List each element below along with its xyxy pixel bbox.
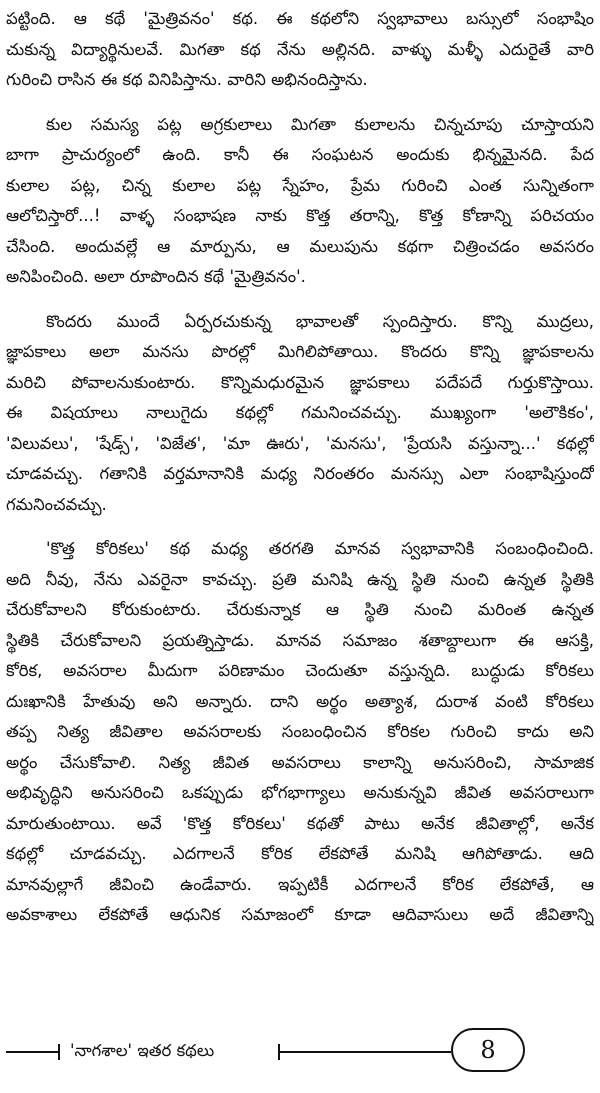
text-line: కుల సమస్య పట్ల అగ్రకులాలు మిగతా కులాలను చిన్నచూపు చూస్తాయని: [46, 114, 594, 134]
text-line: తప్ప నిత్య జీవితాల అవసరాలకు సంబంధించిన కోరికల గురించి కాదు అని: [6, 722, 594, 741]
body-text: [6, 4, 594, 945]
text-line: అవకాశాలు లేకపోతే ఆధునిక సమాజంలో కూడా ఆదివాసులు అదే జీవితాన్ని: [6, 905, 594, 924]
book-title: 'నాగశాల' ఇతర కథలు: [70, 1041, 215, 1060]
text-line: అభివృద్ధిని అనుసరించి ఒకప్పుడు భోగభాగ్యాలు అనుకున్నవి జీవిత అవసరాలుగా: [6, 783, 594, 802]
text-line: బాగా ప్రాచుర్యంలో ఉంది. కానీ ఈ సంఘటన అందుకు భిన్నమైనది. పేద: [6, 145, 594, 164]
text-line: 'విలువలు', 'షేడ్స్', 'విజేత', 'మా ఊరు', 'మనసు', 'ప్రేయసి వస్తున్నా...' కథల్లో: [6, 433, 594, 453]
text-line: ఈ విషయాలు నాలుగైదు కథల్లో గమనించవచ్చు. ముఖ్యంగా 'అలౌకికం',: [6, 403, 594, 422]
paragraph: [6, 307, 594, 521]
page-footer: [6, 1024, 594, 1084]
text-line: ఆలోచిస్తారో...! వాళ్ళ సంభాషణ నాకు కొత్త తరాన్ని, కొత్త కోణాన్ని పరిచయం: [6, 206, 594, 225]
footer-rule-cap: [58, 1044, 60, 1060]
text-line: చేరుకోవాలని కోరుకుంటారు. చేరుకున్నాక ఆ స్థితి నుంచి మరింత ఉన్నత: [6, 600, 594, 619]
text-line: కథల్లో చూడవచ్చు. ఎదగాలనే కోరిక లేకపోతే మనిషి ఆగిపోతాడు. ఆది: [6, 844, 594, 863]
text-line: అది నీవు, నేను ఎవరైనా కావచ్చు. ప్రతి మనిషి ఉన్న స్థితి నుంచి ఉన్నత స్థితికి: [6, 569, 594, 589]
text-line: కొందరు ముందే ఏర్పరచుకున్న భావాలతో స్పందిస్తారు. కొన్ని ముద్రలు,: [46, 311, 594, 331]
text-line: మారుతుంటాయి. అవే 'కొత్త కోరికలు' కథతో పాటు అనేక జీవితాల్లో, అనేక: [6, 813, 594, 833]
paragraph: [6, 110, 594, 293]
text-line: చేసింది. అందువల్లే ఆ మార్పును, ఆ మలుపును కథగా చిత్రించడం అవసరం: [6, 236, 594, 256]
text-line: చూడవచ్చు. గతానికి వర్తమానానికి మధ్య నిరంతరం మనస్సు ఎలా సంభాషిస్తుందో: [6, 464, 594, 483]
text-line: జ్ఞాపకాలు అలా మనసు పొరల్లో మిగిలిపోతాయి. కొందరు కొన్ని జ్ఞాపకాలను: [6, 342, 594, 361]
text-line: కులాల పట్ల, చిన్న కులాల పట్ల స్నేహం, ప్రేమ గురించి ఎంత సున్నితంగా: [6, 175, 594, 195]
footer-rule-right: [278, 1051, 451, 1053]
page-number-badge: [451, 1028, 525, 1072]
text-line: స్థితికి చేరుకోవాలని ప్రయత్నిస్తాడు. మానవ సమాజం శతాబ్దాలుగా ఈ ఆసక్తి,: [6, 630, 594, 650]
text-line: దుఃఖానికి హేతువు అని అన్నారు. దాని అర్థం అత్యాశ, దురాశ వంటి కోరికలు: [6, 691, 594, 711]
footer-rule-left: [6, 1051, 58, 1053]
text-line: పట్టింది. ఆ కథే 'మైత్రివనం' కథ. ఈ కథలోని స్వభావాలు బస్సులో సంభాషిం: [6, 9, 594, 28]
text-line: 'కొత్త కోరికలు' కథ మధ్య తరగతి మానవ స్వభావానికి సంబంధించింది.: [46, 539, 594, 558]
paragraph: [6, 534, 594, 931]
paragraph: [6, 4, 594, 96]
text-line: గురించి రాసిన ఈ కథ వినిపిస్తాను. వారిని అభినందిస్తాను.: [6, 70, 368, 89]
text-line: అర్థం చేసుకోవాలి. నిత్య జీవిత అవసరాలు కాలాన్ని అనుసరించి, సామాజిక: [6, 752, 594, 772]
text-line: చుకున్న విద్యార్థినులవే. మిగతా కథ నేను అల్లినది. వాళ్ళు మళ్ళీ ఎదురైతే వారి: [6, 39, 594, 59]
page-number: 8: [480, 1036, 496, 1064]
text-line: కోరిక, అవసరాల మీదుగా పరిణామం చెందుతూ వస్తున్నది. బుద్ధుడు కోరికలు: [6, 661, 594, 680]
text-line: గమనించవచ్చు.: [6, 494, 107, 514]
text-line: మానవుల్లాగే జీవించి ఉండేవారు. ఇప్పటికీ ఎదగాలనే కోరిక లేకపోతే, ఆ: [6, 874, 594, 894]
text-line: మరిచి పోవాలనుకుంటారు. కొన్నిమధురమైన జ్ఞాపకాలు పదేపదే గుర్తుకొస్తాయి.: [6, 372, 594, 392]
text-line: అనిపించింది. అలా రూపొందిన కథే 'మైత్రివనం'.: [6, 267, 306, 286]
